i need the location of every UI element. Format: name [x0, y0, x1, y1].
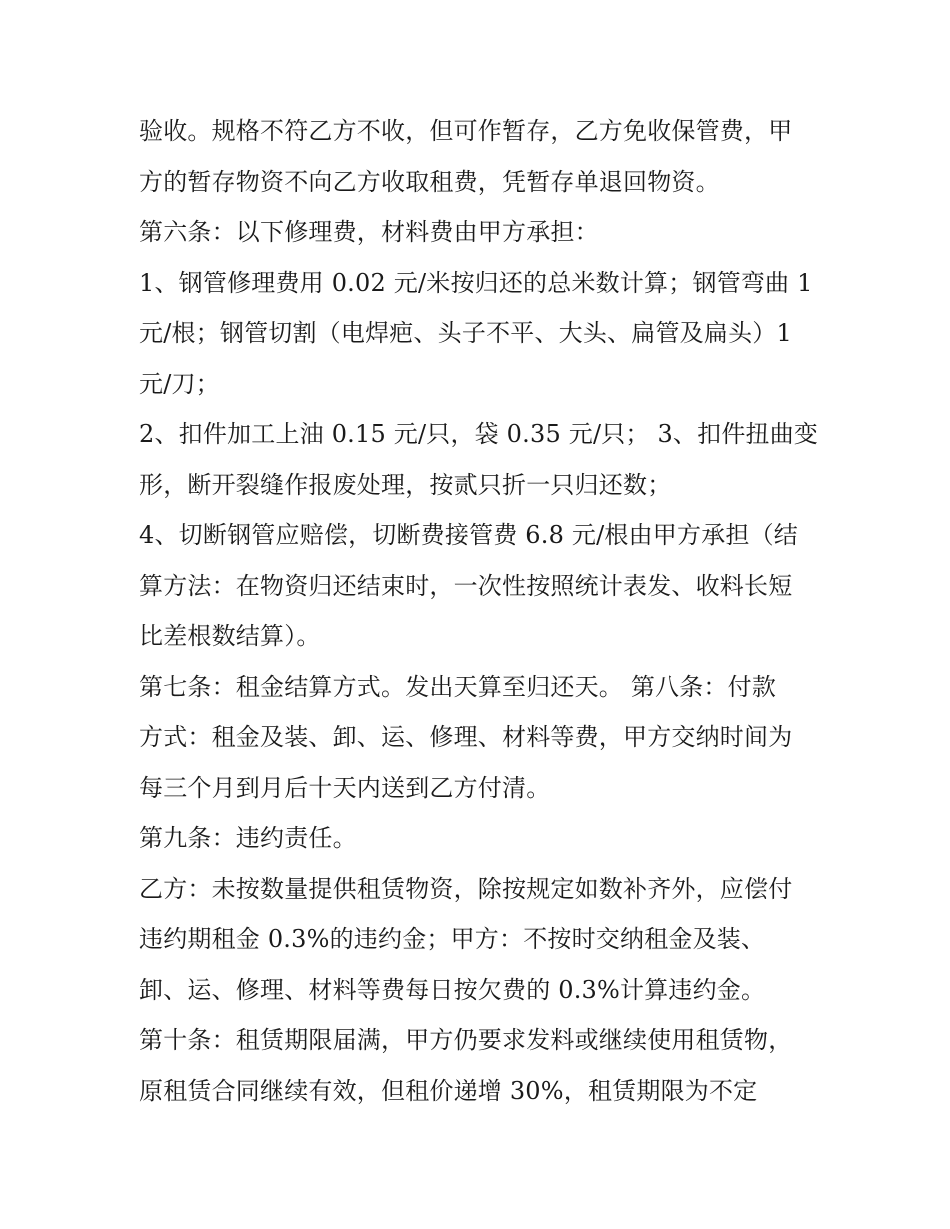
text-line: 形，断开裂缝作报废处理，按贰只折一只归还数；	[139, 470, 672, 499]
text-line: 验收。规格不符乙方不收，但可作暂存，乙方免收保管费，甲	[139, 117, 793, 145]
text-line: 4、切断钢管应赔偿，切断费接管费 6.8 元/根由甲方承担（结	[139, 521, 798, 549]
text-line: 乙方：未按数量提供租赁物资，除按规定如数补齐外，应偿付	[139, 874, 793, 903]
text-line: 卸、运、修理、材料等费每日按欠费的 0.3%计算违约金。	[139, 975, 766, 1004]
text-line: 元/根；钢管切割（电焊疤、头子不平、大头、扁管及扁头）1	[139, 319, 792, 347]
text-line: 第十条：租赁期限届满，甲方仍要求发料或继续使用租赁物，	[139, 1026, 793, 1054]
text-line: 原租赁合同继续有效，但租价递增 30%，租赁期限为不定	[139, 1076, 758, 1105]
text-line: 比差根数结算）。	[139, 622, 321, 650]
text-line: 2、扣件加工上油 0.15 元/只，袋 0.35 元/只； 3、扣件扭曲变	[139, 420, 819, 448]
text-line: 1、钢管修理费用 0.02 元/米按归还的总米数计算；钢管弯曲 1	[139, 268, 813, 297]
text-line: 违约期租金 0.3%的违约金；甲方：不按时交纳租金及装、	[139, 925, 766, 953]
text-line: 第九条：违约责任。	[139, 824, 357, 852]
document-body	[139, 106, 819, 1116]
text-line: 元/刀；	[139, 369, 220, 398]
text-line: 每三个月到月后十天内送到乙方付清。	[139, 773, 551, 802]
text-line: 算方法：在物资归还结束时，一次性按照统计表发、收料长短	[139, 571, 793, 600]
text-line: 第七条：租金结算方式。发出天算至归还天。 第八条：付款	[139, 672, 777, 701]
text-line: 方式：租金及装、卸、运、修理、材料等费，甲方交纳时间为	[139, 723, 793, 751]
text-line: 方的暂存物资不向乙方收取租费，凭暂存单退回物资。	[139, 167, 720, 196]
text-line: 第六条：以下修理费，材料费由甲方承担：	[139, 218, 599, 246]
